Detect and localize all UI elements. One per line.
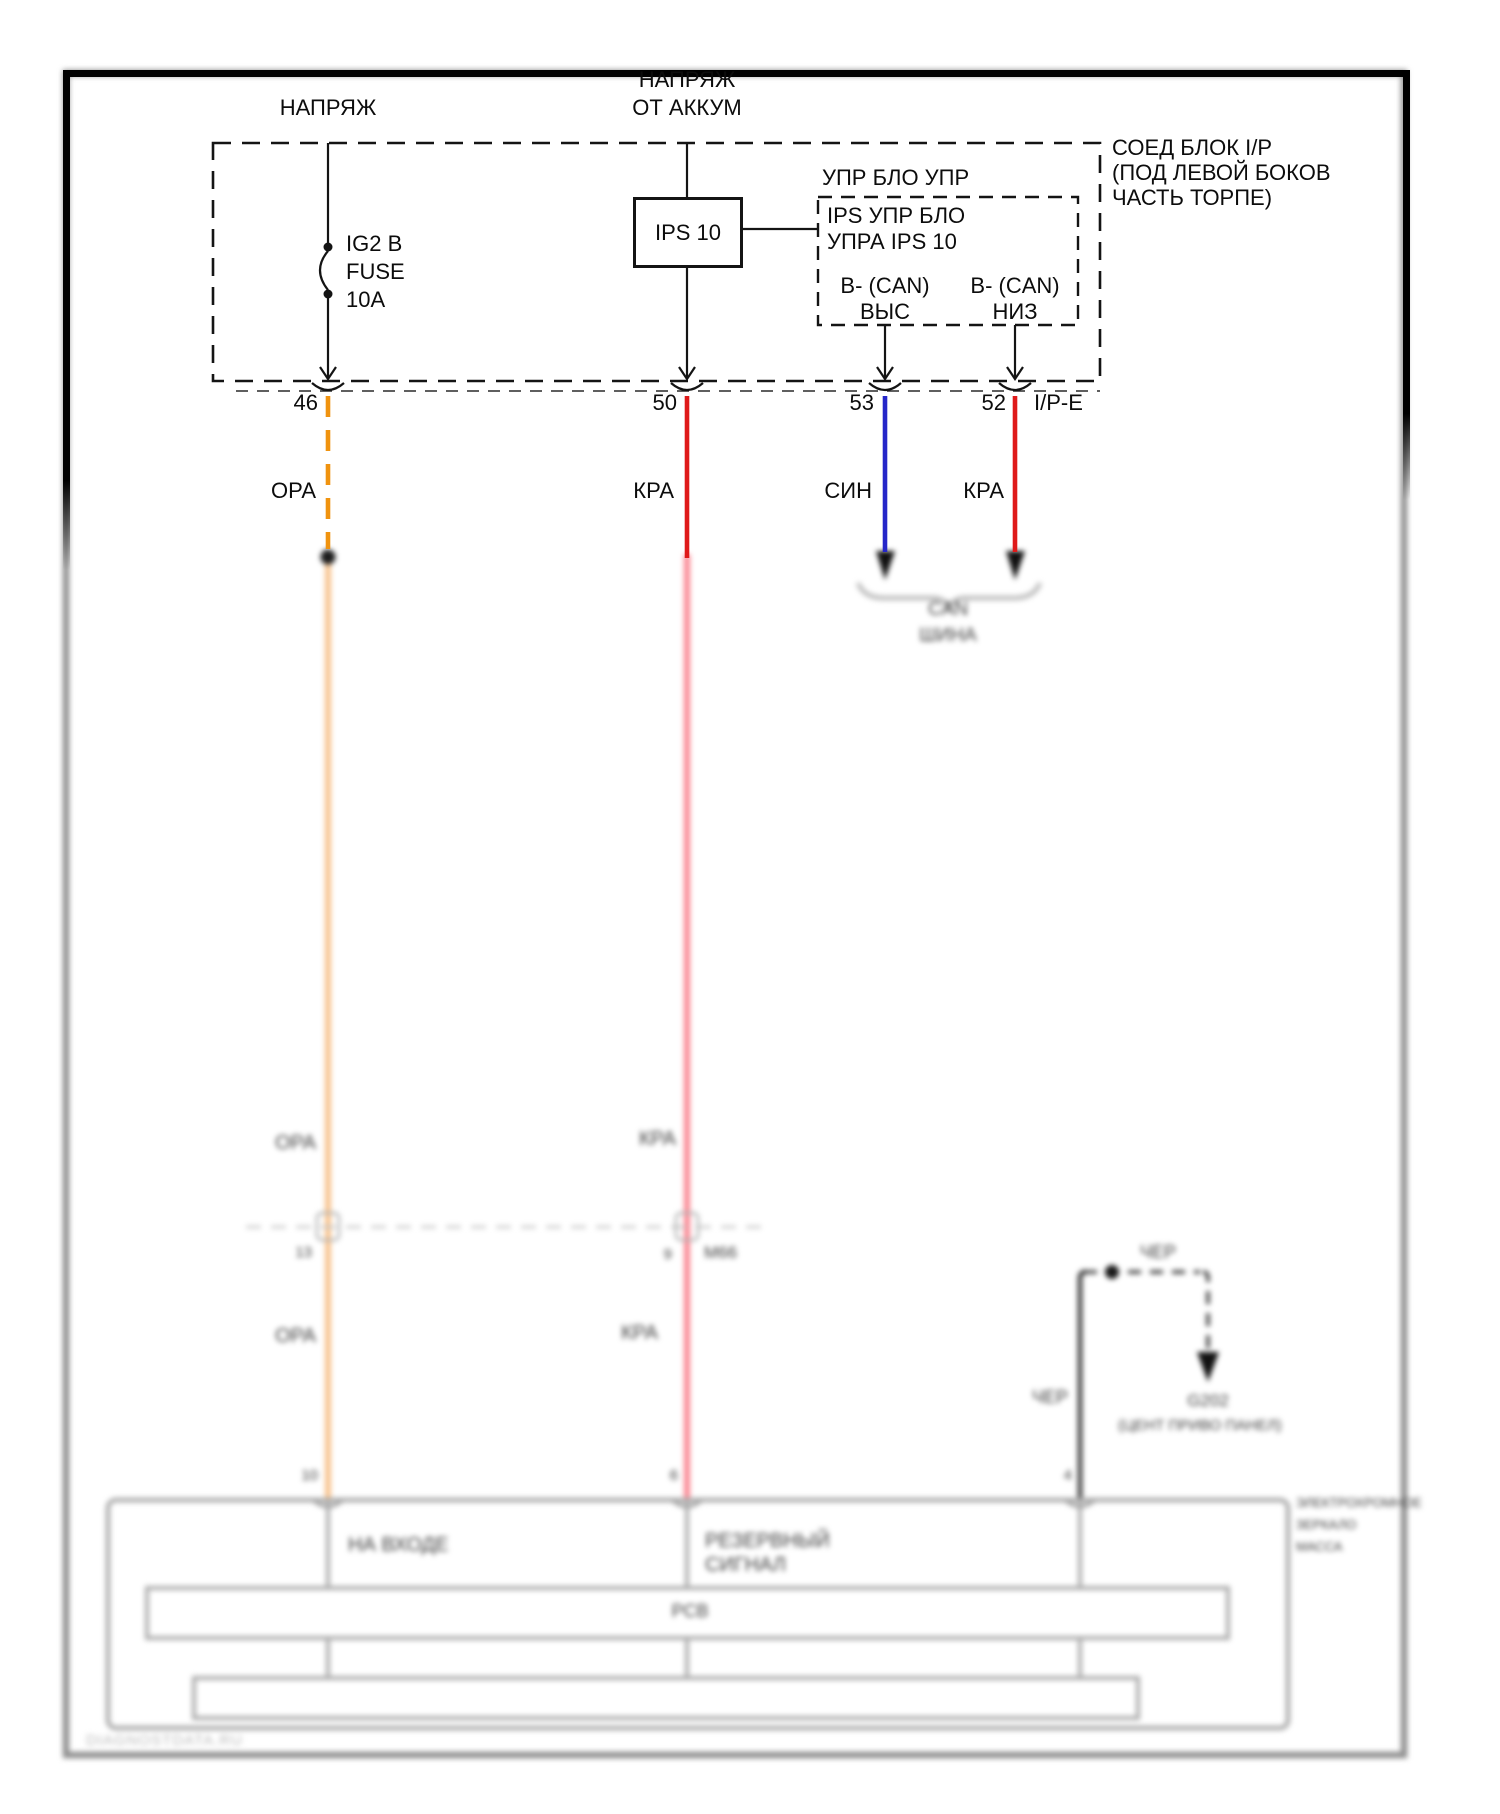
connector-id-label: I/P-E xyxy=(1034,390,1083,415)
can-high-label: B- (CAN) xyxy=(840,273,930,298)
wire-color-label-blur: КРА xyxy=(639,1128,676,1150)
pin-number-46: 46 xyxy=(293,390,318,415)
can-bus-label: ШИНА xyxy=(919,625,977,646)
mirror-pin-label: 4 xyxy=(1063,1467,1072,1484)
pin-cup xyxy=(671,383,703,390)
mirror-reverse-label: СИГНАЛ xyxy=(705,1554,786,1576)
junction-block-name: (ПОД ЛЕВОЙ БОКОВ xyxy=(1112,160,1331,185)
ground-location-label: (ЦЕНТ ПРИВО ПАНЕЛ) xyxy=(1118,1417,1282,1434)
control-module-desc: УПРА IPS 10 xyxy=(827,229,957,254)
fuse-element xyxy=(320,251,328,290)
inline-pin-label: 13 xyxy=(295,1244,312,1261)
fuse-terminal xyxy=(324,290,333,299)
can-low-label: НИЗ xyxy=(992,299,1038,324)
control-module-desc: IPS УПР БЛО xyxy=(827,203,966,228)
ips-device-box xyxy=(633,197,743,268)
pin-number-50: 50 xyxy=(652,390,677,415)
ground-id-label: G202 xyxy=(1187,1391,1229,1410)
control-module-title: УПР БЛО УПР xyxy=(822,165,970,190)
inline-pin-label: 9 xyxy=(663,1246,672,1263)
pin-cup xyxy=(869,383,901,390)
pin-number-53: 53 xyxy=(849,390,874,415)
inline-connector-id: М66 xyxy=(704,1243,738,1262)
ign-voltage-label: НАПРЯЖ xyxy=(279,95,377,120)
fuse-label: 10A xyxy=(346,287,386,312)
pin-cup xyxy=(999,383,1031,390)
fuse-label: FUSE xyxy=(346,259,405,284)
fuse-terminal xyxy=(324,243,333,252)
mirror-name-label: ЭЛЕКТРОХРОМНОЕ xyxy=(1296,1495,1422,1510)
ips-device-label: IPS 10 xyxy=(654,219,722,245)
wire-color-label: ОРА xyxy=(271,478,316,503)
wire-color-label: КРА xyxy=(633,478,674,503)
mirror-pin-label: 10 xyxy=(301,1467,318,1484)
schematic-linework xyxy=(0,0,1500,900)
mirror-name-label: МАССА xyxy=(1296,1539,1343,1554)
wire-color-label-blur: ОРА xyxy=(275,1325,316,1347)
junction-block-name: ЧАСТЬ ТОРПЕ) xyxy=(1112,185,1273,210)
batt-voltage-label: НАПРЯЖ xyxy=(638,67,736,92)
pin-number-52: 52 xyxy=(981,390,1006,415)
mirror-pin-label: 6 xyxy=(669,1467,678,1484)
can-bus-label: CAN xyxy=(927,599,969,620)
pin-cup xyxy=(312,383,344,390)
batt-voltage-label: ОТ АККУМ xyxy=(632,95,742,120)
ground-wire-color-label: ЧЕР xyxy=(1031,1387,1068,1407)
wire-color-label-blur: ОРА xyxy=(275,1132,316,1154)
wire-color-label: СИН xyxy=(824,478,872,503)
junction-block-name: СОЕД БЛОК I/P xyxy=(1112,135,1273,160)
pcb-label: PCB xyxy=(671,1601,709,1621)
mirror-name-label: ЗЕРКАЛО xyxy=(1296,1517,1357,1532)
ground-wire-color-label: ЧЕР xyxy=(1140,1242,1177,1262)
fuse-label: IG2 B xyxy=(346,231,403,256)
mirror-input-label: НА ВХОДЕ xyxy=(348,1534,449,1556)
can-low-label: B- (CAN) xyxy=(970,273,1060,298)
wire-color-label: КРА xyxy=(963,478,1004,503)
wire-color-label-blur: КРА xyxy=(621,1322,658,1344)
can-high-label: ВЫС xyxy=(859,299,911,324)
mirror-reverse-label: РЕЗЕРВНЫЙ xyxy=(705,1530,830,1552)
watermark: DIAGNOSTDATA.RU xyxy=(86,1732,243,1749)
